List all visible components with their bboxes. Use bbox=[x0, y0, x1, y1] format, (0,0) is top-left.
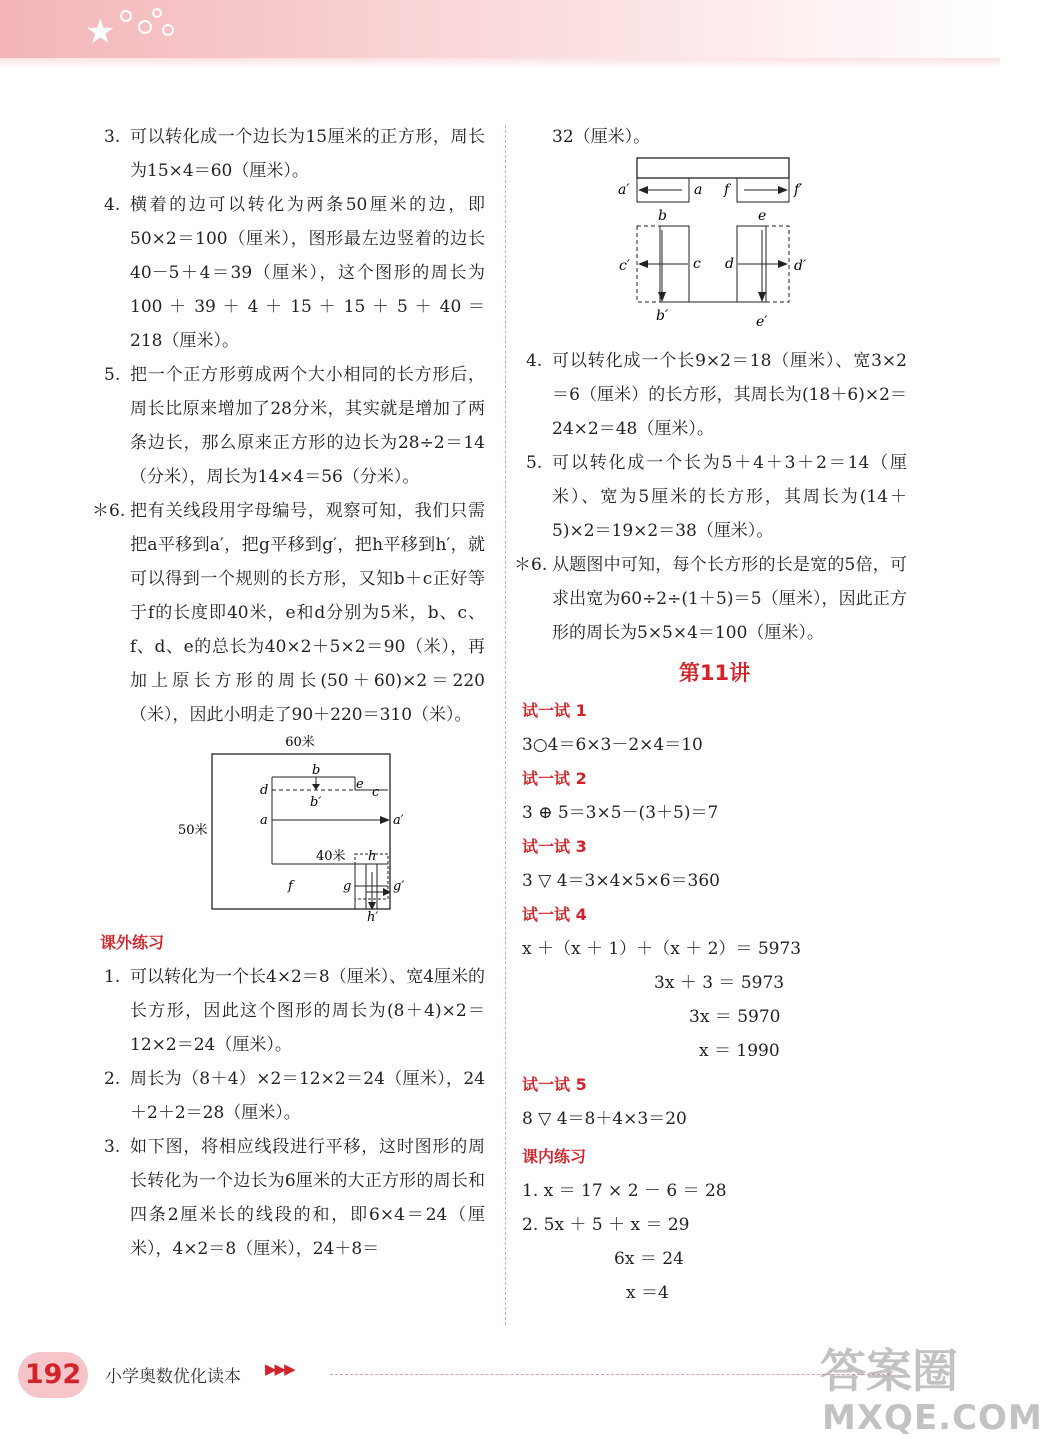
label-e-prime: e′ bbox=[756, 314, 768, 330]
label-d-prime: d′ bbox=[794, 258, 807, 274]
equation-line: 3○4＝6×3－2×4＝10 bbox=[522, 735, 703, 755]
figure-translated-segments bbox=[522, 154, 907, 344]
left-column bbox=[92, 120, 486, 1266]
answer-item bbox=[514, 548, 907, 650]
equation-line: x ＝4 bbox=[626, 1283, 669, 1303]
top-bar bbox=[637, 158, 789, 178]
label-a-prime: a′ bbox=[393, 813, 404, 828]
item-text: 如下图，将相应线段进行平移，这时图形的周长转化为一个边长为6厘米的大正方形的周长和四条2厘米长的线段的和，即6×4＝24（厘米），4×2＝8（厘米），24＋8＝ bbox=[130, 1137, 485, 1259]
item-text: 周长为（8＋4）×2＝12×2＝24（厘米），24＋2＋2＝28（厘米）。 bbox=[130, 1069, 485, 1123]
item-number: 5. bbox=[526, 453, 543, 473]
label-a: a bbox=[260, 813, 268, 828]
item-text: 把一个正方形剪成两个大小相同的长方形后，周长比原来增加了28分米，其实就是增加了两条边长，那么原来正方形的边长为28÷2＝14（分米），周长为14×4＝56（分米）。 bbox=[130, 365, 485, 487]
equation-line: 2. 5x ＋ 5 ＋ x ＝ 29 bbox=[522, 1215, 690, 1235]
item-number: ＊6. bbox=[92, 501, 126, 521]
label-c: c bbox=[693, 256, 701, 272]
equation-line: 3x ＋ 3 ＝ 5973 bbox=[654, 973, 785, 993]
item-text: 可以转化成一个边长为15厘米的正方形，周长为15×4＝60（厘米）。 bbox=[130, 127, 485, 181]
arrow-icons: ▶▶▶ bbox=[265, 1360, 294, 1378]
equation-line: 3 ▽ 4＝3×4×5×6＝360 bbox=[522, 871, 720, 891]
item-number: 5. bbox=[104, 365, 121, 385]
continuation-text: 32（厘米）。 bbox=[552, 127, 651, 147]
equation-line: 1. x ＝ 17 × 2 － 6 ＝ 28 bbox=[522, 1181, 727, 1201]
footer-divider bbox=[330, 1374, 890, 1375]
label-b: b bbox=[658, 208, 667, 224]
label-g-prime: g′ bbox=[393, 879, 405, 894]
figure-rectangle-path bbox=[100, 732, 485, 925]
label-d: d bbox=[260, 783, 269, 798]
section-title: 课外练习 bbox=[100, 933, 165, 952]
arrowhead bbox=[380, 816, 390, 824]
decor-circle bbox=[152, 8, 162, 18]
item-text: 从题图中可知，每个长方形的长是宽的5倍，可求出宽为60÷2÷(1＋5)＝5（厘米），因此正方形的周长为5×5×4＝100（厘米）。 bbox=[552, 555, 907, 643]
arrowhead bbox=[778, 260, 788, 268]
answer-item bbox=[100, 120, 485, 188]
label-f-prime: f′ bbox=[794, 182, 803, 198]
exercise-item bbox=[100, 960, 485, 1062]
arrowhead bbox=[312, 784, 320, 790]
label-b-prime: b′ bbox=[310, 795, 322, 810]
equation-line: x ＝ 1990 bbox=[699, 1041, 780, 1061]
answer-item bbox=[92, 494, 485, 732]
item-number: ＊6. bbox=[514, 555, 548, 575]
try-title: 试一试 3 bbox=[522, 837, 587, 856]
try-title: 试一试 4 bbox=[522, 905, 587, 924]
equation-line: 3 ⊕ 5＝3×5－(3＋5)＝7 bbox=[522, 803, 719, 823]
lecture-title: 第11讲 bbox=[678, 661, 751, 685]
arrowhead bbox=[658, 292, 666, 302]
label-b-prime: b′ bbox=[656, 308, 669, 324]
label-e: e bbox=[758, 208, 767, 224]
arrowhead bbox=[638, 260, 648, 268]
book-title: 小学奥数优化读本 bbox=[105, 1367, 241, 1387]
answer-item bbox=[522, 344, 907, 446]
watermark-logo: 答案圈 bbox=[820, 1344, 958, 1398]
page-number: 192 bbox=[18, 1352, 88, 1398]
arrowhead bbox=[778, 186, 788, 194]
figure-label: 50米 bbox=[178, 823, 208, 838]
item-number: 3. bbox=[104, 1137, 121, 1157]
item-text: 可以转化为一个长4×2＝8（厘米）、宽4厘米的长方形，因此这个图形的周长为(8＋4)×2＝12×2＝24（厘米）。 bbox=[130, 967, 486, 1055]
label-h-prime: h′ bbox=[367, 910, 379, 925]
answer-item bbox=[522, 446, 907, 548]
decor-circle bbox=[162, 24, 174, 36]
label-d: d bbox=[725, 256, 734, 272]
arrowhead bbox=[758, 292, 766, 302]
try-title: 试一试 1 bbox=[522, 701, 587, 720]
column-divider bbox=[505, 125, 506, 1325]
exercise-item bbox=[100, 1062, 485, 1130]
try-title: 试一试 5 bbox=[522, 1075, 587, 1094]
answer-item bbox=[100, 358, 485, 494]
label-f: f bbox=[724, 182, 730, 198]
arrowhead bbox=[638, 186, 648, 194]
equation-line: 8 ▽ 4＝8＋4×3＝20 bbox=[522, 1109, 687, 1129]
item-text: 可以转化成一个长9×2＝18（厘米）、宽3×2＝6（厘米）的长方形，其周长为(18＋6)×2＝24×2＝48（厘米）。 bbox=[552, 351, 907, 439]
section-title: 课内练习 bbox=[522, 1147, 587, 1166]
star-icon: ★ bbox=[85, 12, 116, 52]
item-text: 横着的边可以转化为两条50厘米的边，即50×2＝100（厘米），图形最左边竖着的边长40－5＋4＝39（厘米），这个图形的周长为 100 ＋ 39 ＋ 4 ＋ 15 ＋ 15 ＋ 5 ＋ 40 ＝ 218（厘米）。 bbox=[130, 195, 485, 351]
figure-label: 40米 bbox=[316, 849, 346, 864]
item-text: 可以转化成一个长为5＋4＋3＋2＝14（厘米）、宽为5厘米的长方形，其周长为(14＋5)×2＝19×2＝38（厘米）。 bbox=[552, 453, 907, 541]
answer-item bbox=[100, 188, 485, 358]
equation-line: x ＋（x ＋ 1）＋（x ＋ 2）＝ 5973 bbox=[522, 939, 802, 959]
decor-circle bbox=[138, 20, 152, 34]
equation-line: 3x ＝ 5970 bbox=[689, 1007, 781, 1027]
decor-circle bbox=[120, 10, 132, 22]
label-a: a bbox=[694, 182, 703, 198]
header-banner bbox=[0, 0, 1000, 58]
item-number: 1. bbox=[104, 967, 121, 987]
item-number: 4. bbox=[104, 195, 121, 215]
label-c: c bbox=[372, 785, 380, 800]
label-a-prime: a′ bbox=[618, 182, 630, 198]
item-number: 3. bbox=[104, 127, 121, 147]
try-title: 试一试 2 bbox=[522, 769, 587, 788]
equation-line: 6x ＝ 24 bbox=[614, 1249, 684, 1269]
label-e: e bbox=[356, 777, 364, 792]
label-c-prime: c′ bbox=[619, 258, 631, 274]
item-number: 4. bbox=[526, 351, 543, 371]
item-text: 把有关线段用字母编号，观察可知，我们只需把a平移到a′，把g平移到g′，把h平移到h′，就可以得到一个规则的长方形，又知b＋c正好等于f的长度即40米，e和d分别为5米，b、c、f、d、e的总长为40×2＋5×2＝90（米），再加上原长方形的周长(50＋60)×2＝220（米），因此小明走了90＋220＝310（米）。 bbox=[130, 501, 485, 725]
right-column bbox=[514, 120, 907, 1310]
label-b: b bbox=[312, 763, 321, 778]
label-g: g bbox=[343, 879, 352, 894]
watermark-url: MXQE.COM bbox=[822, 1398, 1043, 1438]
figure-label: 60米 bbox=[285, 735, 315, 750]
item-number: 2. bbox=[104, 1069, 121, 1089]
label-f: f bbox=[288, 879, 293, 894]
exercise-item bbox=[100, 1130, 485, 1266]
label-h: h bbox=[368, 849, 377, 864]
